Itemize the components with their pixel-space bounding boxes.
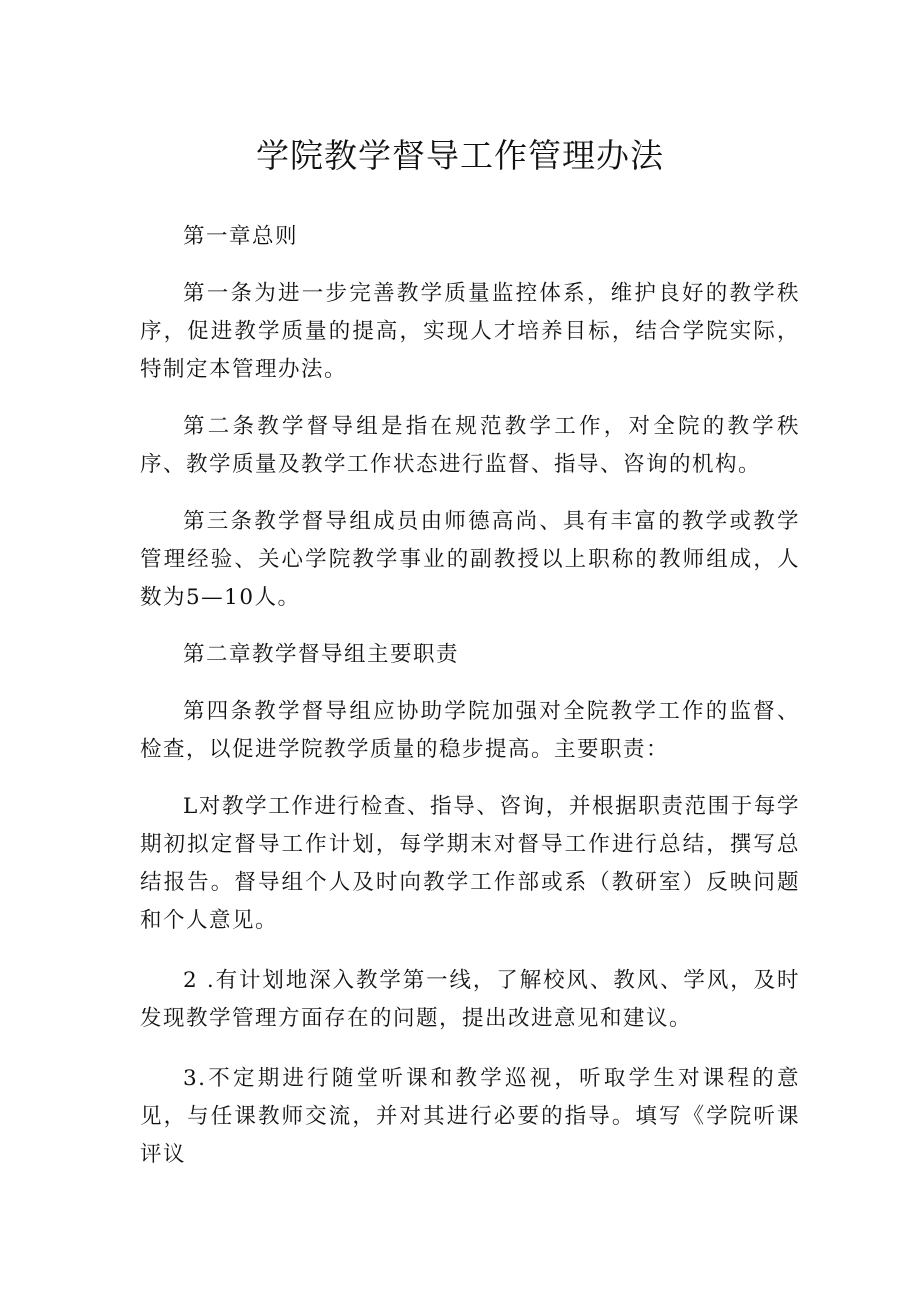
chapter-heading: 第二章教学督导组主要职责 [183,642,460,667]
article-paragraph: 第一条为进一步完善教学质量监控体系，维护良好的教学秩序，促进教学质量的提高，实现人才培养目标，结合学院实际，特制定本管理办法。 [140,281,800,382]
document-body [140,218,800,1174]
list-item-paragraph: 2 .有计划地深入教学第一线，了解校风、教风、学风，及时发现教学管理方面存在的问题，提出改进意见和建议。 [140,968,800,1031]
list-item-paragraph: L对教学工作进行检查、指导、咨询，并根据职责范围于每学期初拟定督导工作计划，每学期末对督导工作进行总结，撰写总结报告。督导组个人及时向教学工作部或系（教研室）反映问题和个人意见。 [140,794,800,933]
list-item-paragraph: 3.不定期进行随堂听课和教学巡视，听取学生对课程的意见，与任课教师交流，并对其进行必要的指导。填写《学院听课评议 [140,1066,800,1167]
chapter-heading: 第一章总则 [183,224,299,249]
article-paragraph: 第三条教学督导组成员由师德高尚、具有丰富的教学或教学管理经验、关心学院教学事业的副教授以上职称的教师组成，人数为5—10人。 [140,509,800,610]
document-title: 学院教学督导工作管理办法 [256,136,664,175]
article-paragraph: 第二条教学督导组是指在规范教学工作，对全院的教学秩序、教学质量及教学工作状态进行监督、指导、咨询的机构。 [140,414,800,477]
article-paragraph: 第四条教学督导组应协助学院加强对全院教学工作的监督、检查，以促进学院教学质量的稳步提高。主要职责： [140,699,800,762]
